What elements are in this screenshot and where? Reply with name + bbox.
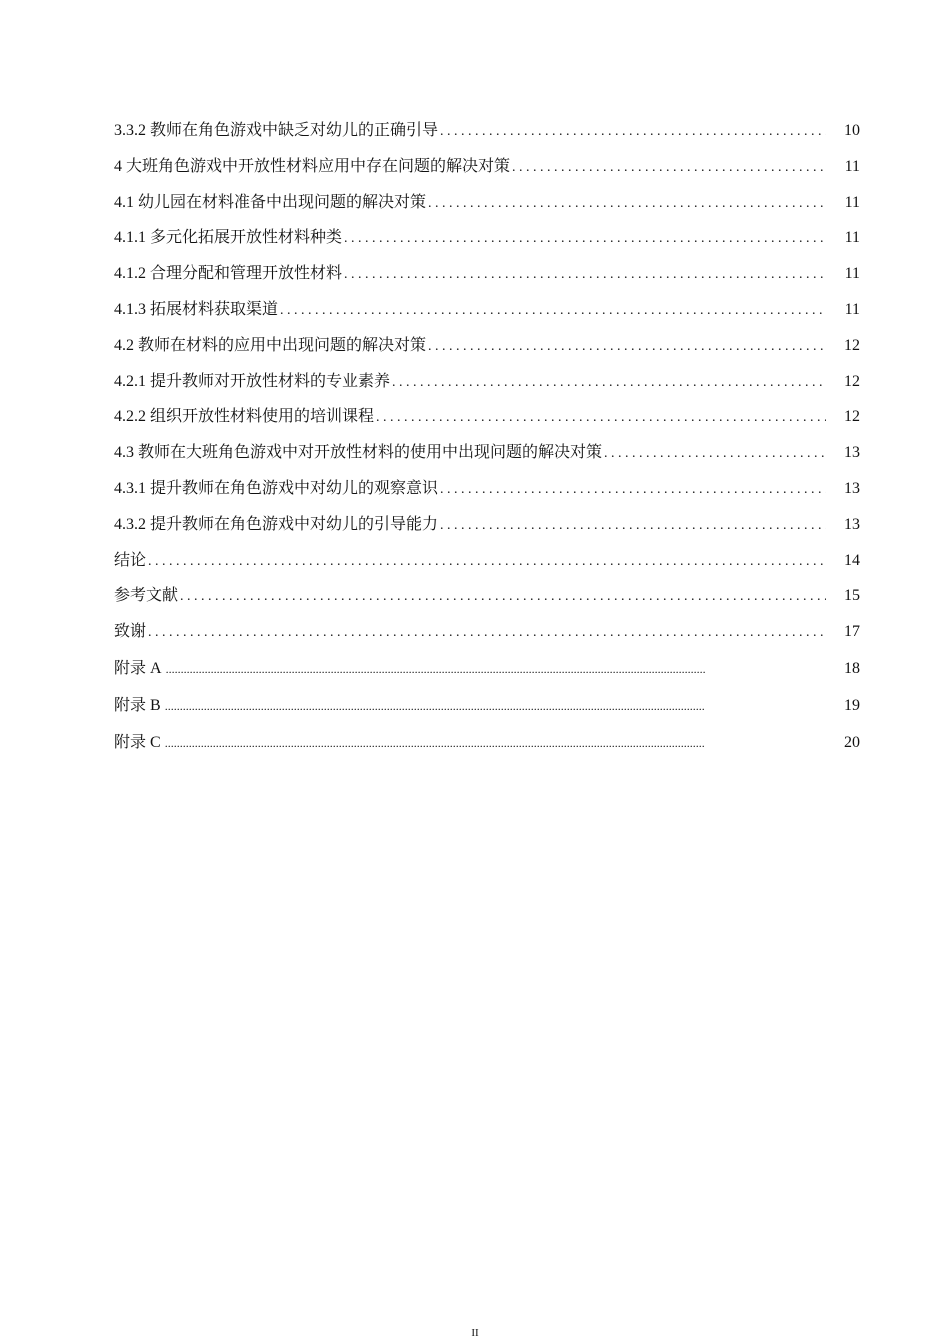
dot-leader	[392, 365, 826, 401]
toc-entry[interactable]	[114, 220, 860, 256]
toc-entry-page: 13	[844, 444, 860, 462]
toc-entry[interactable]	[114, 614, 860, 650]
toc-entry-page: 13	[844, 479, 860, 497]
toc-entry[interactable]	[114, 543, 860, 579]
dot-leader	[280, 293, 826, 329]
dot-leader	[165, 725, 828, 762]
toc-entry-title: 附录 B	[114, 696, 161, 714]
page-number: II	[471, 1327, 479, 1339]
toc-entry-title: 附录 C	[114, 733, 161, 751]
dot-leader	[604, 436, 826, 472]
toc-entry-page: 11	[844, 265, 860, 283]
toc-entry-title: 4.2.2 组织开放性材料使用的培训课程	[114, 408, 375, 426]
toc-entry-title: 结论	[114, 551, 147, 569]
dot-leader	[440, 508, 826, 544]
dot-leader	[428, 329, 826, 365]
toc-entry-title: 3.3.2 教师在角色游戏中缺乏对幼儿的正确引导	[114, 122, 439, 139]
toc-entry-title: 4.2 教师在材料的应用中出现问题的解决对策	[114, 336, 427, 354]
toc-entry-title: 4.1 幼儿园在材料准备中出现问题的解决对策	[114, 193, 427, 211]
toc-entry-title: 致谢	[114, 623, 147, 641]
toc-entry-title: 4.3 教师在大班角色游戏中对开放性材料的使用中出现问题的解决对策	[114, 444, 603, 462]
toc-entry[interactable]	[114, 507, 860, 543]
toc-entry[interactable]	[114, 435, 860, 471]
toc-entry-appendix[interactable]	[114, 724, 860, 761]
dot-leader	[440, 472, 826, 508]
toc-entry-appendix[interactable]	[114, 687, 860, 724]
toc-entry-page: 12	[844, 372, 860, 390]
dot-leader	[165, 688, 828, 725]
toc-entry-page: 14	[844, 551, 860, 569]
table-of-contents	[114, 113, 860, 761]
toc-entry-title: 4.1.3 拓展材料获取渠道	[114, 300, 279, 318]
toc-entry[interactable]	[114, 292, 860, 328]
toc-entry[interactable]	[114, 578, 860, 614]
toc-entry-title: 4.2.1 提升教师对开放性材料的专业素养	[114, 372, 391, 390]
toc-entry-page: 19	[844, 696, 860, 714]
toc-entry-title: 4.1.1 多元化拓展开放性材料种类	[114, 229, 343, 247]
toc-entry[interactable]	[114, 364, 860, 400]
dot-leader	[512, 150, 826, 186]
dot-leader	[428, 186, 826, 222]
dot-leader	[148, 615, 826, 651]
toc-entry[interactable]	[114, 328, 860, 364]
dot-leader	[344, 221, 826, 257]
dot-leader	[148, 544, 826, 580]
toc-entry-title: 4.3.2 提升教师在角色游戏中对幼儿的引导能力	[114, 515, 439, 533]
toc-entry-title: 参考文献	[114, 587, 179, 605]
toc-entry[interactable]	[114, 399, 860, 435]
toc-entry-title: 4.3.1 提升教师在角色游戏中对幼儿的观察意识	[114, 479, 439, 497]
toc-entry-page: 12	[844, 408, 860, 426]
toc-entry-appendix[interactable]	[114, 650, 860, 687]
dot-leader	[376, 400, 826, 436]
toc-entry[interactable]	[114, 185, 860, 221]
toc-entry-page: 20	[844, 733, 860, 751]
toc-entry-page: 10	[844, 122, 860, 139]
dot-leader	[180, 579, 826, 615]
toc-entry-title: 4.1.2 合理分配和管理开放性材料	[114, 265, 343, 283]
toc-entry-page: 11	[844, 300, 860, 318]
toc-entry-page: 12	[844, 336, 860, 354]
toc-entry-page: 18	[844, 659, 860, 677]
toc-entry-title: 附录 A	[114, 659, 162, 677]
dot-leader	[344, 257, 826, 293]
toc-entry-page: 17	[844, 623, 860, 641]
toc-entry-page: 11	[844, 157, 860, 175]
toc-entry-page: 15	[844, 587, 860, 605]
toc-entry-page: 13	[844, 515, 860, 533]
toc-entry[interactable]	[114, 256, 860, 292]
dot-leader	[166, 651, 828, 688]
toc-entry[interactable]	[114, 471, 860, 507]
toc-entry-title: 4 大班角色游戏中开放性材料应用中存在问题的解决对策	[114, 157, 511, 175]
toc-entry[interactable]	[114, 113, 860, 149]
dot-leader	[440, 114, 826, 150]
toc-entry-page: 11	[844, 193, 860, 211]
toc-entry[interactable]	[114, 149, 860, 185]
toc-entry-page: 11	[844, 229, 860, 247]
